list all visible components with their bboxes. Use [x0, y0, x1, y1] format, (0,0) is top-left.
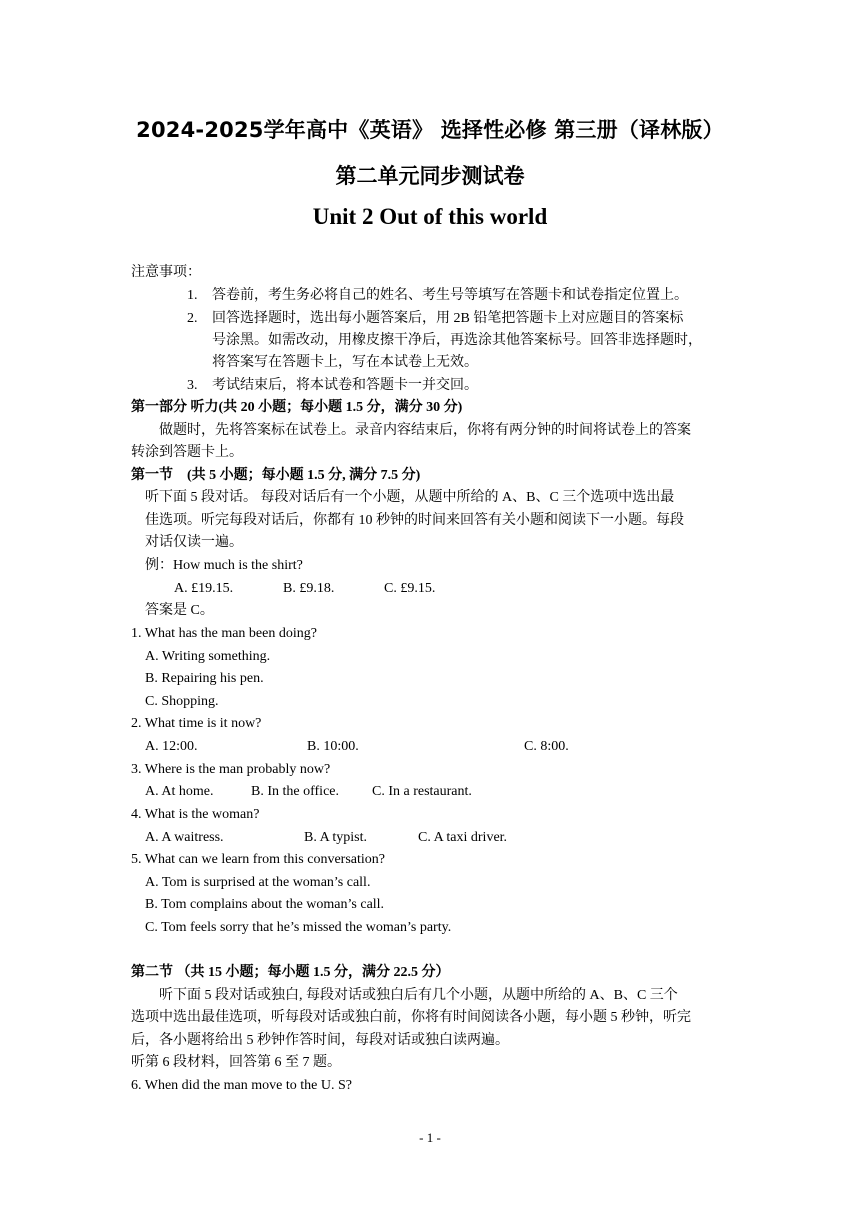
section-2-heading: 第二节 （共 15 小题；每小题 1.5 分，满分 22.5 分）	[131, 965, 450, 980]
question-3-option-b: B. In the office.	[251, 784, 339, 799]
section-2-instructions-line-3: 后，各小题将给出 5 秒钟作答时间，每段对话或独白读两遍。	[131, 1033, 509, 1048]
part-1-heading: 第一部分 听力(共 20 小题；每小题 1.5 分，满分 30 分)	[131, 400, 463, 415]
question-1: 1. What has the man been doing?	[131, 626, 317, 641]
question-2-option-c: C. 8:00.	[524, 739, 569, 754]
notice-item-2-line-2: 号涂黑。如需改动，用橡皮擦干净后，再选涂其他答案标号。回答非选择题时，	[212, 333, 702, 348]
question-3-option-c: C. In a restaurant.	[372, 784, 472, 799]
question-5: 5. What can we learn from this conversation?	[131, 852, 385, 867]
notice-item-2-line-1: 回答选择题时，选出每小题答案后，用 2B 铅笔把答题卡上对应题目的答案标	[212, 311, 684, 326]
question-5-option-b: B. Tom complains about the woman’s call.	[145, 897, 385, 912]
section-2-instructions-line-1: 听下面 5 段对话或独白, 每段对话或独白后有几个小题，从题中所给的 A、B、C 三个	[159, 988, 678, 1003]
notice-heading: 注意事项：	[131, 265, 201, 280]
notice-item-1-number: 1.	[187, 288, 198, 303]
question-1-option-c: C. Shopping.	[145, 694, 219, 709]
exam-subtitle: 第二单元同步测试卷	[335, 164, 525, 188]
question-6: 6. When did the man move to the U. S?	[131, 1078, 352, 1093]
question-2-option-a: A. 12:00.	[145, 739, 198, 754]
question-2: 2. What time is it now?	[131, 716, 262, 731]
question-4: 4. What is the woman?	[131, 807, 260, 822]
part-1-instructions-line-2: 转涂到答题卡上。	[131, 445, 243, 460]
part-1-instructions-line-1: 做题时，先将答案标在试卷上。录音内容结束后，你将有两分钟的时间将试卷上的答案	[159, 423, 691, 438]
example-option-c: C. £9.15.	[384, 581, 436, 596]
question-3-option-a: A. At home.	[145, 784, 214, 799]
example-question: 例：How much is the shirt?	[145, 558, 303, 573]
question-1-option-a: A. Writing something.	[145, 649, 271, 664]
notice-item-3-number: 3.	[187, 378, 198, 393]
notice-item-2-number: 2.	[187, 311, 198, 326]
section-2-instructions-line-2: 选项中选出最佳选项，听每段对话或独白前，你将有时间阅读各小题，每小题 5 秒钟，听完	[131, 1010, 691, 1025]
section-1-instructions-line-1: 听下面 5 段对话。 每段对话后有一个小题，从题中所给的 A、B、C 三个选项中选出最	[145, 490, 675, 505]
question-4-option-a: A. A waitress.	[145, 830, 224, 845]
section-1-instructions-line-2: 佳选项。听完每段对话后，你都有 10 秒钟的时间来回答有关小题和阅读下一小题。每段	[145, 513, 684, 528]
question-5-option-c: C. Tom feels sorry that he’s missed the woman’s party.	[145, 920, 452, 935]
material-6-instruction: 听第 6 段材料，回答第 6 至 7 题。	[131, 1055, 341, 1070]
question-4-option-b: B. A typist.	[304, 830, 368, 845]
question-1-option-b: B. Repairing his pen.	[145, 671, 264, 686]
example-option-b: B. £9.18.	[283, 581, 335, 596]
notice-item-3: 考试结束后，将本试卷和答题卡一并交回。	[212, 378, 478, 393]
question-3: 3. Where is the man probably now?	[131, 762, 331, 777]
unit-title: Unit 2 Out of this world	[312, 204, 548, 229]
page-number: - 1 -	[419, 1130, 441, 1145]
question-5-option-a: A. Tom is surprised at the woman’s call.	[145, 875, 371, 890]
exam-title: 2024-2025学年高中《英语》 选择性必修 第三册（译林版）	[136, 118, 724, 142]
section-1-instructions-line-3: 对话仅读一遍。	[145, 535, 243, 550]
question-2-option-b: B. 10:00.	[307, 739, 359, 754]
example-option-a: A. £19.15.	[174, 581, 234, 596]
section-1-heading: 第一节 (共 5 小题；每小题 1.5 分, 满分 7.5 分)	[131, 468, 421, 483]
example-answer: 答案是 C。	[145, 603, 214, 618]
question-4-option-c: C. A taxi driver.	[418, 830, 508, 845]
notice-item-1: 答卷前，考生务必将自己的姓名、考生号等填写在答题卡和试卷指定位置上。	[212, 288, 688, 303]
notice-item-2-line-3: 将答案写在答题卡上，写在本试卷上无效。	[212, 355, 478, 370]
